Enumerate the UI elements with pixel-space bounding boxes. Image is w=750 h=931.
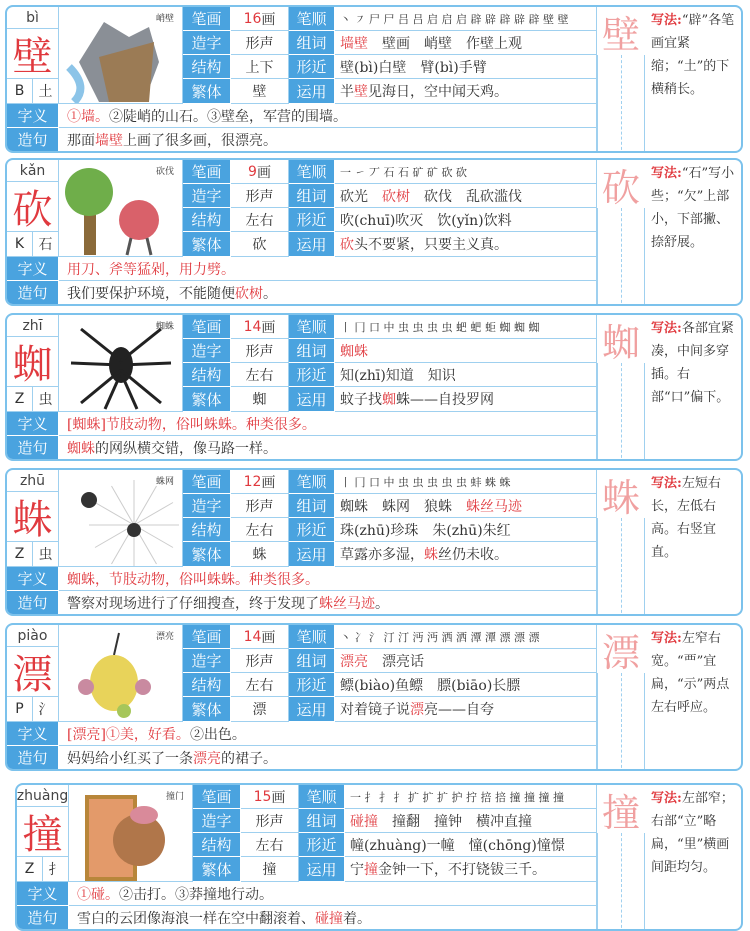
label-traditional: 繁体 bbox=[183, 387, 231, 412]
headword: 壁 bbox=[7, 29, 59, 79]
text-segment: 用刀、斧等猛剁，用力劈。 bbox=[67, 261, 235, 278]
label-structure: 结构 bbox=[183, 208, 231, 232]
initial-letter: P bbox=[7, 697, 33, 722]
label-sentence: 造句 bbox=[17, 906, 69, 930]
label-formation: 造字 bbox=[193, 809, 241, 833]
text-segment: 宁 bbox=[350, 862, 364, 878]
label-similar: 形近 bbox=[289, 363, 335, 387]
writing-tip-text: 左窄右宽。“覀”宜扁，“示”两点左右呼应。 bbox=[651, 631, 730, 715]
label-traditional: 繁体 bbox=[183, 232, 231, 257]
label-meaning: 字义 bbox=[7, 567, 59, 591]
content-sentence bbox=[59, 746, 597, 770]
value-text: 左右 bbox=[245, 522, 274, 539]
text-segment: 碰撞 bbox=[315, 910, 343, 927]
text-segment: 雪白的云团像海浪一样在空中翻滚着、 bbox=[77, 910, 315, 927]
label-words: 组词 bbox=[299, 809, 345, 833]
content-meaning bbox=[69, 882, 597, 906]
writing-tip bbox=[645, 315, 741, 459]
label-order: 笔顺 bbox=[289, 470, 335, 494]
text-segment: 砍树 bbox=[382, 188, 410, 205]
content-meaning bbox=[59, 257, 597, 281]
text-segment: 墙壁 bbox=[340, 35, 368, 52]
label-traditional: 繁体 bbox=[193, 857, 241, 882]
label-words: 组词 bbox=[289, 339, 335, 363]
content-usage bbox=[345, 857, 597, 882]
stroke-order: 丶 ㇇ 尸 尸 吕 吕 启 启 启 辟 辟 辟 辟 辟 壁 壁 bbox=[340, 12, 569, 26]
headword: 撞 bbox=[17, 807, 69, 857]
label-meaning: 字义 bbox=[17, 882, 69, 906]
value-text: 左右 bbox=[255, 837, 284, 854]
pinyin: bì bbox=[7, 7, 59, 29]
pinyin: zhū bbox=[7, 470, 59, 492]
stroke-order: 一 ㇀ 丆 石 石 矿 矿 砍 砍 bbox=[340, 165, 467, 179]
illustration-caption: 漂亮 bbox=[155, 632, 174, 642]
label-similar: 形近 bbox=[289, 208, 335, 232]
radical: 石 bbox=[33, 232, 59, 257]
value-traditional bbox=[231, 542, 289, 567]
radical: 虫 bbox=[33, 387, 59, 412]
text-segment: 壁(bì)白壁 臂(bì)手臂 bbox=[340, 59, 487, 76]
illustration bbox=[59, 7, 183, 104]
content-similar bbox=[335, 673, 597, 697]
content-order bbox=[335, 315, 597, 339]
label-usage: 运用 bbox=[299, 857, 345, 882]
label-words: 组词 bbox=[289, 494, 335, 518]
text-segment: 鳔(biào)鱼鳔 膘(biāo)长膘 bbox=[340, 677, 521, 694]
text-segment: [蜘蛛]节肢动物，俗叫蛛蛛。种类很多。 bbox=[67, 416, 316, 433]
practice-grid-midline bbox=[621, 55, 622, 153]
label-strokes: 笔画 bbox=[183, 160, 231, 184]
text-segment: 的网纵横交错，像马路一样。 bbox=[95, 440, 277, 457]
value-formation bbox=[231, 339, 289, 363]
value-formation bbox=[231, 31, 289, 55]
label-order: 笔顺 bbox=[289, 315, 335, 339]
value-strokes bbox=[231, 7, 289, 31]
label-words: 组词 bbox=[289, 31, 335, 55]
stroke-unit: 画 bbox=[256, 164, 271, 181]
label-strokes: 笔画 bbox=[193, 785, 241, 809]
writing-tip bbox=[645, 470, 741, 614]
text-segment: 砍树 bbox=[235, 285, 263, 302]
label-usage: 运用 bbox=[289, 542, 335, 567]
text-segment: ①墙。 bbox=[67, 108, 109, 125]
value-structure bbox=[231, 518, 289, 542]
stroke-order: 丨 冂 口 中 虫 虫 虫 虫 虫 蚌 蛛 蛛 bbox=[340, 475, 511, 489]
radical: 土 bbox=[33, 79, 59, 104]
value-text: 形声 bbox=[245, 35, 274, 52]
value-strokes bbox=[231, 315, 289, 339]
radical: 扌 bbox=[43, 857, 69, 882]
text-segment: 漂 bbox=[410, 702, 424, 718]
text-segment: 警察对现场进行了仔细搜查，终于发现了 bbox=[67, 595, 319, 612]
stroke-order: 一 扌 扌 扌 扩 扩 扩 护 拧 掊 掊 撞 撞 撞 撞 bbox=[350, 790, 564, 804]
character-card-2 bbox=[5, 313, 743, 461]
label-meaning: 字义 bbox=[7, 104, 59, 128]
label-traditional: 繁体 bbox=[183, 79, 231, 104]
value-text: 漂 bbox=[252, 702, 267, 718]
value-text: 左右 bbox=[245, 677, 274, 694]
value-structure bbox=[231, 208, 289, 232]
label-usage: 运用 bbox=[289, 79, 335, 104]
text-segment: 亮——自夸 bbox=[424, 702, 494, 718]
text-segment: 蚊子找 bbox=[340, 392, 382, 408]
writing-tip-text: “石”写小些；“欠”上部小，下部撇、捺舒展。 bbox=[651, 166, 735, 250]
character-card-4 bbox=[5, 623, 743, 771]
writing-tip bbox=[645, 7, 741, 151]
stroke-count: 9 bbox=[248, 163, 257, 180]
value-formation bbox=[231, 494, 289, 518]
content-meaning bbox=[59, 567, 597, 591]
text-segment: 漂亮话 bbox=[368, 653, 424, 670]
radical: 虫 bbox=[33, 542, 59, 567]
text-segment: 妈妈给小红买了一条 bbox=[67, 750, 193, 767]
value-traditional bbox=[231, 232, 289, 257]
content-usage bbox=[335, 79, 597, 104]
headword: 漂 bbox=[7, 647, 59, 697]
character-card-0 bbox=[5, 5, 743, 153]
text-segment: 。 bbox=[375, 595, 389, 612]
label-strokes: 笔画 bbox=[183, 7, 231, 31]
label-similar: 形近 bbox=[289, 518, 335, 542]
value-text: 形声 bbox=[245, 188, 274, 205]
stroke-count: 14 bbox=[243, 628, 262, 645]
practice-grid-midline bbox=[621, 518, 622, 616]
value-text: 左右 bbox=[245, 367, 274, 384]
stroke-count: 16 bbox=[243, 10, 262, 27]
initial-letter: Z bbox=[7, 387, 33, 412]
text-segment: 头不要紧，只要主义真。 bbox=[354, 237, 508, 253]
initial-letter: B bbox=[7, 79, 33, 104]
headword: 砍 bbox=[7, 182, 59, 232]
practice-character: 撞 bbox=[601, 790, 640, 833]
label-formation: 造字 bbox=[183, 339, 231, 363]
label-order: 笔顺 bbox=[289, 160, 335, 184]
pinyin: zhī bbox=[7, 315, 59, 337]
stroke-count: 12 bbox=[243, 473, 262, 490]
content-order bbox=[335, 470, 597, 494]
character-card-5 bbox=[15, 783, 743, 931]
text-segment: 丝仍未收。 bbox=[438, 547, 508, 563]
text-segment: 蜘蛛 蛛网 狼蛛 bbox=[340, 498, 466, 515]
content-sentence bbox=[59, 281, 597, 305]
initial-letter: Z bbox=[7, 542, 33, 567]
text-segment: 砍伐 乱砍滥伐 bbox=[410, 188, 522, 205]
text-segment: 蜘 bbox=[382, 392, 396, 408]
writing-tip bbox=[645, 625, 741, 769]
text-segment: ②陡峭的山石。③壁垒，军营的围墙。 bbox=[109, 108, 347, 125]
pinyin: zhuàng bbox=[17, 785, 69, 807]
value-structure bbox=[231, 363, 289, 387]
label-formation: 造字 bbox=[183, 31, 231, 55]
content-words bbox=[345, 809, 597, 833]
value-strokes bbox=[241, 785, 299, 809]
value-traditional bbox=[241, 857, 299, 882]
writing-tip-label: 写法: bbox=[651, 166, 682, 181]
value-text: 形声 bbox=[245, 343, 274, 360]
character-card-1 bbox=[5, 158, 743, 306]
value-formation bbox=[231, 184, 289, 208]
text-segment: 半 bbox=[340, 84, 354, 100]
label-order: 笔顺 bbox=[289, 7, 335, 31]
value-text: 形声 bbox=[255, 813, 284, 830]
label-sentence: 造句 bbox=[7, 746, 59, 770]
label-meaning: 字义 bbox=[7, 257, 59, 281]
stroke-unit: 画 bbox=[261, 11, 276, 28]
pinyin: kǎn bbox=[7, 160, 59, 182]
text-segment: 蛛丝马迹 bbox=[319, 595, 375, 612]
content-meaning bbox=[59, 722, 597, 746]
text-segment: 见海日，空中闻天鸡。 bbox=[368, 84, 508, 100]
stroke-order: 丶 冫 氵 汀 汀 沔 沔 洒 洒 潭 潭 漂 漂 漂 bbox=[340, 630, 540, 644]
text-segment: 壁 bbox=[354, 84, 368, 100]
value-traditional bbox=[231, 79, 289, 104]
content-sentence bbox=[59, 591, 597, 615]
text-segment: ②出色。 bbox=[189, 726, 246, 743]
illustration bbox=[59, 470, 183, 567]
label-sentence: 造句 bbox=[7, 281, 59, 305]
value-strokes bbox=[231, 470, 289, 494]
label-strokes: 笔画 bbox=[183, 470, 231, 494]
pinyin: piào bbox=[7, 625, 59, 647]
writing-tip-label: 写法: bbox=[651, 791, 682, 806]
writing-tip bbox=[645, 785, 741, 929]
text-segment: 对着镜子说 bbox=[340, 702, 410, 718]
content-sentence bbox=[69, 906, 597, 930]
label-usage: 运用 bbox=[289, 387, 335, 412]
label-structure: 结构 bbox=[183, 55, 231, 79]
illustration-caption: 撞门 bbox=[165, 792, 184, 802]
text-segment: ①碰。 bbox=[77, 886, 119, 903]
content-usage bbox=[335, 697, 597, 722]
content-sentence bbox=[59, 128, 597, 152]
practice-character: 蛛 bbox=[601, 475, 640, 518]
headword: 蛛 bbox=[7, 492, 59, 542]
radical: 氵 bbox=[33, 697, 59, 722]
text-segment: 金钟一下，不打铙钹三千。 bbox=[378, 862, 546, 878]
text-segment: ②击打。③莽撞地行动。 bbox=[119, 886, 273, 903]
content-words bbox=[335, 184, 597, 208]
label-formation: 造字 bbox=[183, 649, 231, 673]
label-strokes: 笔画 bbox=[183, 315, 231, 339]
content-sentence bbox=[59, 436, 597, 460]
text-segment: 那面 bbox=[67, 132, 95, 149]
writing-tip bbox=[645, 160, 741, 304]
value-text: 撞 bbox=[262, 862, 277, 878]
practice-grid-midline bbox=[621, 208, 622, 306]
text-segment: 漂亮 bbox=[340, 653, 368, 670]
writing-tip-text: 各部宜紧凑，中间多穿插。右部“口”偏下。 bbox=[651, 321, 734, 405]
content-similar bbox=[335, 208, 597, 232]
value-formation bbox=[231, 649, 289, 673]
content-similar bbox=[335, 518, 597, 542]
text-segment: 砍 bbox=[340, 237, 354, 253]
label-traditional: 繁体 bbox=[183, 697, 231, 722]
label-formation: 造字 bbox=[183, 494, 231, 518]
illustration-caption: 砍伐 bbox=[155, 167, 174, 177]
text-segment: [漂亮]①美，好看。 bbox=[67, 726, 190, 743]
content-usage bbox=[335, 232, 597, 257]
text-segment: 幢(zhuàng)一幢 憧(chōng)憧憬 bbox=[350, 837, 565, 854]
stroke-unit: 画 bbox=[271, 789, 286, 806]
text-segment: 漂亮 bbox=[193, 750, 221, 767]
text-segment: 蛛 bbox=[424, 547, 438, 563]
illustration bbox=[59, 625, 183, 722]
content-order bbox=[335, 625, 597, 649]
value-formation bbox=[241, 809, 299, 833]
content-meaning bbox=[59, 104, 597, 128]
writing-tip-label: 写法: bbox=[651, 631, 682, 646]
label-sentence: 造句 bbox=[7, 128, 59, 152]
label-structure: 结构 bbox=[193, 833, 241, 857]
illustration bbox=[59, 160, 183, 257]
label-structure: 结构 bbox=[183, 673, 231, 697]
text-segment: 撞 bbox=[364, 862, 378, 878]
label-meaning: 字义 bbox=[7, 722, 59, 746]
writing-tip-text: 左部窄；右部“立”略扁，“里”横画间距均匀。 bbox=[651, 791, 734, 875]
label-usage: 运用 bbox=[289, 232, 335, 257]
content-similar bbox=[335, 363, 597, 387]
content-words bbox=[335, 494, 597, 518]
value-text: 形声 bbox=[245, 653, 274, 670]
text-segment: 。 bbox=[263, 285, 277, 302]
stroke-unit: 画 bbox=[261, 319, 276, 336]
label-words: 组词 bbox=[289, 184, 335, 208]
illustration-caption: 蜘蛛 bbox=[155, 322, 174, 332]
label-order: 笔顺 bbox=[289, 625, 335, 649]
text-segment: 着。 bbox=[343, 910, 371, 927]
content-words bbox=[335, 649, 597, 673]
text-segment: 珠(zhū)珍珠 朱(zhū)朱红 bbox=[340, 522, 511, 539]
content-order bbox=[335, 160, 597, 184]
label-sentence: 造句 bbox=[7, 591, 59, 615]
value-structure bbox=[241, 833, 299, 857]
initial-letter: Z bbox=[17, 857, 43, 882]
illustration-caption: 蛛网 bbox=[155, 477, 174, 487]
practice-character: 漂 bbox=[601, 630, 640, 673]
illustration-caption: 峭壁 bbox=[155, 14, 174, 24]
writing-tip-text: “辟”各笔画宜紧缩；“土”的下横稍长。 bbox=[651, 13, 735, 97]
content-similar bbox=[345, 833, 597, 857]
text-segment: 蜘蛛，节肢动物，俗叫蛛蛛。种类很多。 bbox=[67, 571, 319, 588]
value-structure bbox=[231, 55, 289, 79]
illustration bbox=[69, 785, 193, 882]
content-usage bbox=[335, 542, 597, 567]
stroke-unit: 画 bbox=[261, 629, 276, 646]
content-words bbox=[335, 31, 597, 55]
text-segment: 蜘蛛 bbox=[67, 440, 95, 457]
text-segment: 的裙子。 bbox=[221, 750, 277, 767]
value-text: 砍 bbox=[252, 237, 267, 253]
writing-tip-label: 写法: bbox=[651, 13, 682, 28]
label-formation: 造字 bbox=[183, 184, 231, 208]
value-text: 形声 bbox=[245, 498, 274, 515]
label-similar: 形近 bbox=[289, 673, 335, 697]
value-text: 蜘 bbox=[252, 392, 267, 408]
value-text: 上下 bbox=[245, 59, 274, 76]
content-order bbox=[345, 785, 597, 809]
practice-character: 砍 bbox=[601, 165, 640, 208]
content-meaning bbox=[59, 412, 597, 436]
initial-letter: K bbox=[7, 232, 33, 257]
label-similar: 形近 bbox=[299, 833, 345, 857]
label-structure: 结构 bbox=[183, 363, 231, 387]
writing-tip-label: 写法: bbox=[651, 321, 682, 336]
label-usage: 运用 bbox=[289, 697, 335, 722]
value-strokes bbox=[231, 160, 289, 184]
practice-grid-midline bbox=[621, 833, 622, 931]
content-words bbox=[335, 339, 597, 363]
label-sentence: 造句 bbox=[7, 436, 59, 460]
practice-character: 壁 bbox=[601, 12, 640, 55]
label-meaning: 字义 bbox=[7, 412, 59, 436]
text-segment: 知(zhī)知道 知识 bbox=[340, 367, 456, 384]
text-segment: 草露亦多湿， bbox=[340, 547, 424, 563]
value-text: 左右 bbox=[245, 212, 274, 229]
text-segment: 我们要保护环境，不能随便 bbox=[67, 285, 235, 302]
practice-character: 蜘 bbox=[601, 320, 640, 363]
illustration bbox=[59, 315, 183, 412]
label-words: 组词 bbox=[289, 649, 335, 673]
value-structure bbox=[231, 673, 289, 697]
practice-grid-midline bbox=[621, 673, 622, 771]
value-traditional bbox=[231, 697, 289, 722]
value-text: 壁 bbox=[252, 84, 267, 100]
headword: 蜘 bbox=[7, 337, 59, 387]
text-segment: 蛛——自投罗网 bbox=[396, 392, 494, 408]
text-segment: 碰撞 bbox=[350, 813, 378, 830]
text-segment: 撞翻 撞钟 横冲直撞 bbox=[378, 813, 532, 830]
label-structure: 结构 bbox=[183, 518, 231, 542]
text-segment: 壁画 峭壁 作壁上观 bbox=[368, 35, 522, 52]
text-segment: 蜘蛛 bbox=[340, 343, 368, 360]
writing-tip-label: 写法: bbox=[651, 476, 682, 491]
writing-tip-text: 左短右长，左低右高。右竖宜直。 bbox=[651, 476, 721, 560]
stroke-count: 15 bbox=[253, 788, 272, 805]
stroke-order: 丨 冂 口 中 虫 虫 虫 虫 蚆 蚆 蚷 蜘 蜘 蜘 bbox=[340, 320, 540, 334]
stroke-unit: 画 bbox=[261, 474, 276, 491]
label-traditional: 繁体 bbox=[183, 542, 231, 567]
content-order bbox=[335, 7, 597, 31]
text-segment: 吹(chuī)吹灭 饮(yǐn)饮料 bbox=[340, 212, 512, 229]
character-card-3 bbox=[5, 468, 743, 616]
practice-grid-midline bbox=[621, 363, 622, 461]
value-text: 蛛 bbox=[252, 547, 267, 563]
value-traditional bbox=[231, 387, 289, 412]
text-segment: 蛛丝马迹 bbox=[466, 498, 522, 515]
label-strokes: 笔画 bbox=[183, 625, 231, 649]
text-segment: 砍光 bbox=[340, 188, 382, 205]
text-segment: 上画了很多画，很漂亮。 bbox=[123, 132, 277, 149]
stroke-count: 14 bbox=[243, 318, 262, 335]
text-segment: 墙壁 bbox=[95, 132, 123, 149]
content-usage bbox=[335, 387, 597, 412]
value-strokes bbox=[231, 625, 289, 649]
label-order: 笔顺 bbox=[299, 785, 345, 809]
label-similar: 形近 bbox=[289, 55, 335, 79]
content-similar bbox=[335, 55, 597, 79]
